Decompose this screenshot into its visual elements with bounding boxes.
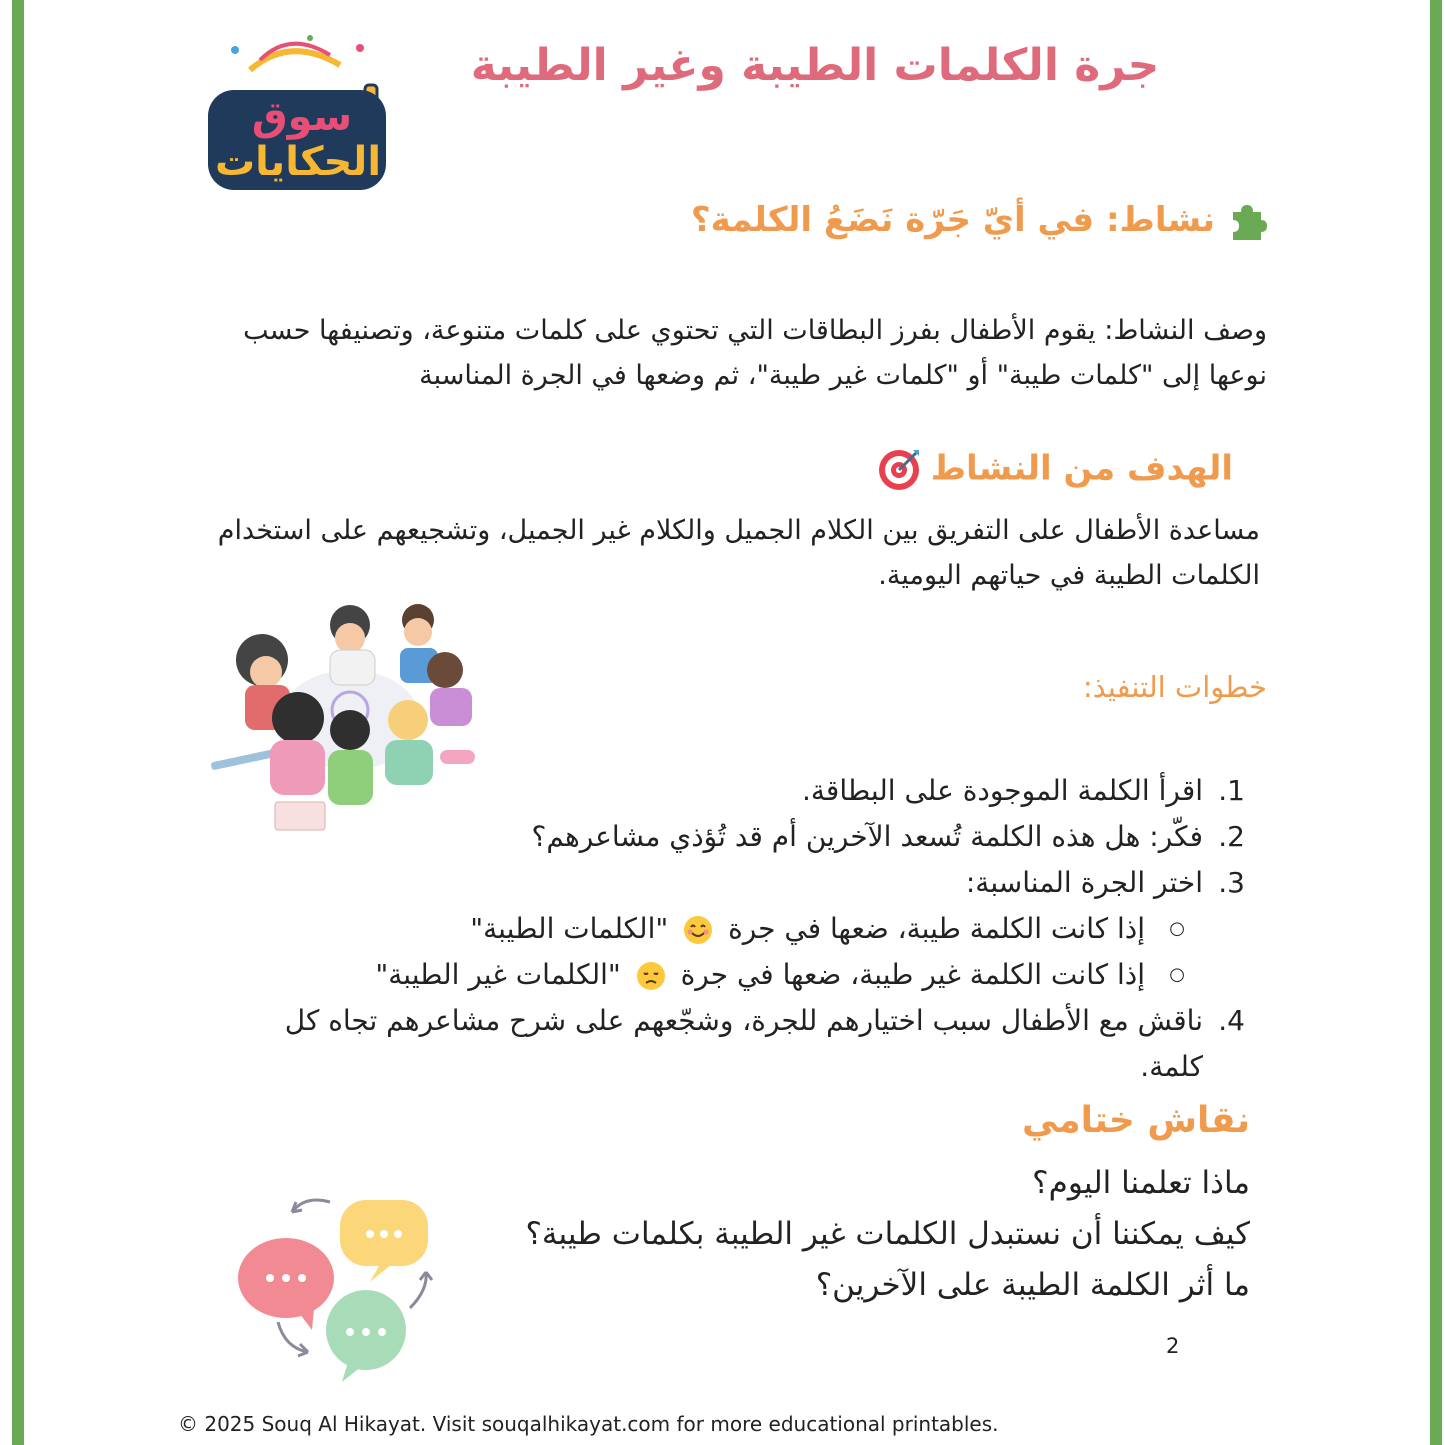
page-border-left	[12, 0, 24, 1445]
page-title: جرة الكلمات الطيبة وغير الطيبة	[470, 40, 1160, 91]
closing-question: ما أثر الكلمة الطيبة على الآخرين؟	[815, 1267, 1250, 1303]
sub-step-bullet: ○	[1169, 918, 1185, 939]
goal-heading-row	[877, 448, 1233, 492]
sub-step-text	[470, 906, 1145, 952]
step-item	[225, 768, 1245, 814]
goal-text: مساعدة الأطفال على التفريق بين الكلام الجميل والكلام غير الجميل، وتشجيعهم على استخدام الكلمات الطيبة في حياتهم اليومية.	[217, 515, 1260, 591]
goal-heading: الهدف من النشاط	[930, 448, 1233, 489]
steps-heading: خطوات التنفيذ:	[1082, 670, 1267, 704]
closing-questions	[525, 1158, 1250, 1311]
step-text: اختر الجرة المناسبة:	[965, 866, 1203, 899]
sub-step-bullet: ○	[1169, 964, 1185, 985]
step-text: ناقش مع الأطفال سبب اختيارهم للجرة، وشجّعهم على شرح مشاعرهم تجاه كل كلمة.	[284, 1004, 1203, 1083]
speech-bubbles-illustration	[230, 1190, 445, 1390]
step-number: 4.	[1218, 1004, 1245, 1037]
activity-description: وصف النشاط: يقوم الأطفال بفرز البطاقات التي تحتوي على كلمات متنوعة، وتصنيفها حسب نوعها إلى "كلمات طيبة" أو "كلمات غير طيبة"، ثم وضعها في الجرة المناسبة	[243, 315, 1267, 391]
disappointed-face-icon	[636, 961, 666, 991]
sub-step-text-after: "الكلمات الطيبة"	[470, 912, 669, 945]
page-number: 2	[1166, 1334, 1180, 1358]
footer-copyright: © 2025 Souq Al Hikayat. Visit souqalhikayat.com for more educational printables.	[178, 1412, 999, 1436]
closing-question: كيف يمكننا أن نستبدل الكلمات غير الطيبة بكلمات طيبة؟	[525, 1216, 1250, 1252]
closing-heading: نقاش ختامي	[1021, 1100, 1250, 1141]
step-item	[225, 998, 1245, 1090]
sub-step-text-after: "الكلمات غير الطيبة"	[375, 958, 621, 991]
step-number: 2.	[1218, 820, 1245, 853]
step-item	[225, 860, 1245, 906]
sub-step-text-before: إذا كانت الكلمة طيبة، ضعها في جرة	[728, 912, 1145, 945]
logo-text-top: سوق	[251, 94, 353, 140]
souq-al-hikayat-logo	[190, 30, 405, 200]
activity-heading: نشاط: في أيّ جَرّة نَضَعُ الكلمة؟	[690, 200, 1215, 240]
steps-list	[225, 768, 1245, 1090]
page-border-right	[1430, 0, 1442, 1445]
activity-heading-row	[691, 200, 1267, 242]
step-number: 1.	[1218, 774, 1245, 807]
smiling-face-icon	[683, 915, 713, 945]
sub-step-item	[225, 906, 1185, 952]
sub-step-item	[225, 952, 1185, 998]
closing-question: ماذا تعلمنا اليوم؟	[1032, 1165, 1250, 1201]
logo-text-bottom: الحكايات	[214, 139, 382, 185]
step-text: اقرأ الكلمة الموجودة على البطاقة.	[802, 774, 1203, 807]
sub-step-text-before: إذا كانت الكلمة غير طيبة، ضعها في جرة	[680, 958, 1145, 991]
target-icon	[877, 448, 921, 492]
step-number: 3.	[1218, 866, 1245, 899]
step-item	[225, 814, 1245, 860]
puzzle-piece-icon	[1227, 202, 1267, 242]
step-text: فكّر: هل هذه الكلمة تُسعد الآخرين أم قد تُؤذي مشاعرهم؟	[531, 820, 1203, 853]
sub-step-text	[375, 952, 1145, 998]
